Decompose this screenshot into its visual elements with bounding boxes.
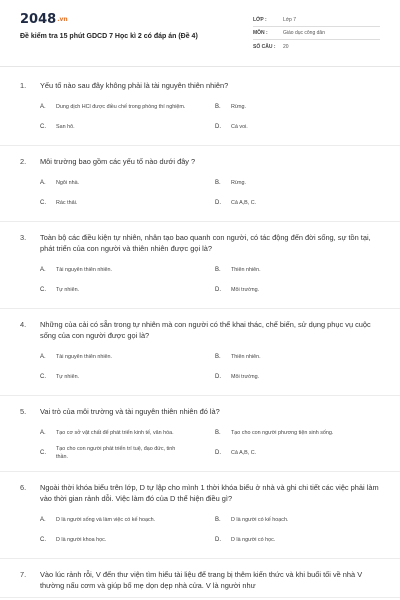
option-text: Tài nguyên thiên nhiên.: [56, 354, 113, 360]
option-letter: C.: [40, 287, 46, 293]
option-text: Rừng.: [231, 180, 246, 186]
option-text: Tự nhiên.: [56, 287, 80, 293]
question-prompt: Vào lúc rảnh rỗi, V đến thư viện tìm hiểu tài liệu để trang bị thêm kiến thức và khi buổi tối về nhà V thường nấu cơm và giúp bố mẹ dọn dẹp nhà cửa. V là người như: [40, 570, 363, 590]
option-text: Tạo cơ sở vật chất để phát triển kinh tế, văn hóa.: [56, 430, 174, 436]
option-letter: B.: [215, 104, 221, 110]
options: [20, 254, 380, 302]
question-prompt: Vai trò của môi trường và tài nguyên thiên nhiên đó là?: [40, 407, 220, 416]
option-letter: D.: [215, 287, 221, 293]
question-number: 3.: [20, 233, 27, 242]
meta-table: [253, 14, 380, 53]
option-text: Rác thải.: [56, 200, 78, 206]
question-text: [20, 406, 380, 417]
question-prompt: Ngoài thời khóa biểu trên lớp, D tự lập cho mình 1 thời khóa biểu ở nhà và ghi chi tiết các việc phải làm vào thời gian rảnh dỗi. Việc làm đó của D thể hiện điều gì?: [40, 483, 379, 503]
option-letter: D.: [215, 374, 221, 380]
meta-label: LỚP :: [253, 17, 267, 23]
options: [20, 341, 380, 389]
option-letter: C.: [40, 537, 46, 543]
option-text: D là người sống và làm việc có kế hoạch.: [56, 517, 156, 523]
option-text: Dung dịch HCl được điều chế trong phòng thí nghiệm.: [56, 104, 186, 110]
site-logo[interactable]: [20, 12, 68, 27]
option-d[interactable]: [195, 195, 360, 211]
question-1: [0, 70, 400, 146]
option-letter: B.: [215, 180, 221, 186]
option-letter: B.: [215, 517, 221, 523]
question-prompt: Những của cải có sẵn trong tự nhiên mà con người có thể khai thác, chế biến, sử dụng phục vụ cuộc sống của con người được gọi là?: [40, 320, 371, 340]
option-text: Tạo cho con người phương tiện sinh sống.: [231, 430, 334, 436]
question-text: [20, 569, 380, 591]
question-text: [20, 319, 380, 341]
option-letter: A.: [40, 517, 46, 523]
option-text: Môi trường.: [231, 374, 260, 380]
option-a[interactable]: [20, 175, 195, 191]
option-d[interactable]: [195, 445, 360, 461]
option-text: Tự nhiên.: [56, 374, 80, 380]
option-a[interactable]: [20, 512, 195, 528]
option-d[interactable]: [195, 119, 360, 135]
option-letter: A.: [40, 180, 46, 186]
option-text: Thiên nhiên.: [231, 354, 261, 360]
meta-label: SỐ CÂU :: [253, 43, 276, 50]
option-text: Cá voi.: [231, 124, 248, 130]
header-divider: [0, 66, 400, 67]
question-5: [0, 396, 400, 472]
option-letter: A.: [40, 267, 46, 273]
option-text: Rừng.: [231, 104, 246, 110]
option-text: San hô.: [56, 124, 75, 130]
option-letter: C.: [40, 450, 46, 456]
option-a[interactable]: [20, 99, 195, 115]
logo-suffix: .vn: [57, 16, 68, 23]
option-a[interactable]: [20, 425, 195, 441]
option-c[interactable]: [20, 532, 195, 548]
option-letter: D.: [215, 200, 221, 206]
option-c[interactable]: [20, 282, 195, 298]
option-letter: D.: [215, 450, 221, 456]
options: [20, 417, 380, 465]
option-text: Cả A,B, C.: [231, 200, 257, 206]
option-b[interactable]: [195, 262, 360, 278]
option-b[interactable]: [195, 175, 360, 191]
option-c[interactable]: [20, 445, 195, 461]
option-a[interactable]: [20, 262, 195, 278]
question-number: 4.: [20, 320, 27, 329]
question-text: [20, 482, 380, 504]
option-letter: D.: [215, 124, 221, 130]
option-text: Tài nguyên thiên nhiên.: [56, 267, 113, 273]
option-letter: A.: [40, 430, 46, 436]
meta-label: MÔN :: [253, 30, 268, 36]
meta-value: 20: [283, 43, 289, 50]
option-text: D là người có học.: [231, 537, 276, 543]
header: [0, 0, 400, 64]
option-text: D là người khoa học.: [56, 537, 107, 543]
option-c[interactable]: [20, 369, 195, 385]
question-4: [0, 309, 400, 396]
option-letter: B.: [215, 354, 221, 360]
question-text: [20, 156, 380, 167]
option-text: Cả A,B, C.: [231, 450, 257, 456]
question-list: [0, 70, 400, 598]
question-text: [20, 232, 380, 254]
option-text: Tạo cho con người phát triển trí tuệ, đạo đức, tinh thần.: [56, 446, 176, 460]
options: [20, 91, 380, 139]
option-letter: D.: [215, 537, 221, 543]
meta-value: Lớp 7: [283, 17, 297, 23]
question-7: [0, 559, 400, 598]
question-number: 7.: [20, 570, 27, 579]
option-letter: A.: [40, 354, 46, 360]
option-letter: C.: [40, 200, 46, 206]
option-d[interactable]: [195, 532, 360, 548]
question-text: [20, 80, 380, 91]
question-prompt: Yếu tố nào sau đây không phải là tài nguyên thiên nhiên?: [40, 81, 229, 90]
question-number: 6.: [20, 483, 27, 492]
question-prompt: Toàn bộ các điều kiện tự nhiên, nhân tạo bao quanh con người, có tác động đến đời sống, sự tồn tại, phát triển của con người và thiên nhiên được gọi là?: [40, 233, 371, 253]
option-text: Môi trường.: [231, 287, 260, 293]
option-letter: C.: [40, 124, 46, 130]
options: [20, 167, 380, 215]
options: [20, 504, 380, 552]
option-b[interactable]: [195, 99, 360, 115]
meta-row-subject: [253, 27, 380, 40]
option-letter: B.: [215, 430, 221, 436]
document-title: Đề kiểm tra 15 phút GDCD 7 Học kì 2 có đáp án (Đề 4): [20, 33, 198, 40]
question-2: [0, 146, 400, 222]
option-letter: C.: [40, 374, 46, 380]
option-b[interactable]: [195, 349, 360, 365]
question-number: 2.: [20, 157, 27, 166]
question-number: 5.: [20, 407, 27, 416]
question-number: 1.: [20, 81, 27, 90]
option-text: Thiên nhiên.: [231, 267, 261, 273]
option-letter: B.: [215, 267, 221, 273]
option-b[interactable]: [195, 425, 360, 441]
option-a[interactable]: [20, 349, 195, 365]
meta-value: Giáo dục công dân: [283, 30, 325, 36]
meta-row-count: [253, 40, 380, 53]
logo-text: 2048: [20, 12, 57, 27]
option-d[interactable]: [195, 282, 360, 298]
option-c[interactable]: [20, 195, 195, 211]
option-letter: A.: [40, 104, 46, 110]
option-c[interactable]: [20, 119, 195, 135]
question-3: [0, 222, 400, 309]
option-d[interactable]: [195, 369, 360, 385]
question-prompt: Môi trường bao gồm các yếu tố nào dưới đây ?: [40, 157, 196, 166]
option-text: D là người có kế hoạch.: [231, 517, 289, 523]
option-text: Ngôi nhà.: [56, 180, 80, 186]
meta-row-class: [253, 14, 380, 27]
option-b[interactable]: [195, 512, 360, 528]
question-6: [0, 472, 400, 559]
